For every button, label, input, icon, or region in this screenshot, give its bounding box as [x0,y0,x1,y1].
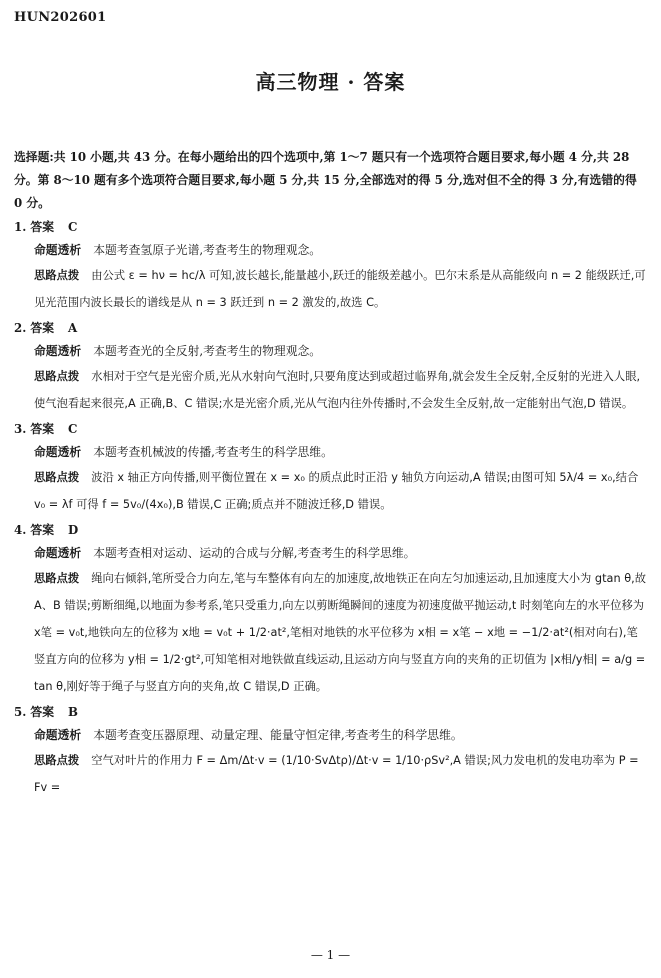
analysis-text: 本题考查相对运动、运动的合成与分解,考查考生的科学思维。 [93,546,416,560]
document-title: 高三物理 · 答案 [255,70,406,94]
analysis-text: 本题考查光的全反射,考查考生的物理观念。 [93,344,322,358]
question-2 [14,317,648,417]
analysis-text: 本题考查变压器原理、动量定理、能量守恒定律,考查考生的科学思维。 [93,728,463,742]
answer-choice: A [68,321,78,335]
hint-text: 由公式 ε = hν = hc/λ 可知,波长越长,能量越小,跃迁的能级差越小。巴尔末系是从高能级向 n = 2 能级跃迁,可见光范围内波长最长的谱线是从 n = 3 跃迁到 n = 2 激发的,故选 C。 [34,269,646,309]
section-instructions: 选择题:共 10 小题,共 43 分。在每小题给出的四个选项中,第 1～7 题只有一个选项符合题目要求,每小题 4 分,共 28 分。第 8～10 题有多个选项符合题目要求,每小题 5 分,共 15 分,全部选对的得 5 分,选对但不全的得 3 分,有选错的得 0 分。 [14,150,637,210]
hint-label: 思路点拨 [34,268,80,282]
analysis-row [14,440,648,464]
analysis-text: 本题考查氢原子光谱,考查考生的物理观念。 [93,243,322,257]
answer-heading: 1. 答案 C [14,220,78,234]
analysis-row [14,238,648,262]
hint-text: 波沿 x 轴正方向传播,则平衡位置在 x = x₀ 的质点此时正沿 y 轴负方向运动,A 错误;由图可知 5λ/4 = x₀,结合 v₀ = λf 可得 f = 5v₀/(4x₀),B 错误,C 正确;质点并不随波迁移,D 错误。 [34,471,639,511]
answer-choice: C [68,422,78,436]
hint-row [14,363,648,417]
hint-text: 水相对于空气是光密介质,光从水射向气泡时,只要角度达到或超过临界角,就会发生全反射,全反射的光进入人眼,使气泡看起来很亮,A 正确,B、C 错误;水是光密介质,光从气泡内往外传播时,不会发生全反射,故一定能射出气泡,D 错误。 [34,370,641,410]
analysis-label: 命题透析 [34,728,82,742]
answer-heading: 5. 答案 B [14,705,79,719]
page-number: — 1 — [310,948,351,962]
hint-row [14,262,648,316]
answer-heading: 3. 答案 C [14,422,78,436]
analysis-text: 本题考查机械波的传播,考查考生的科学思维。 [93,445,333,459]
analysis-row [14,339,648,363]
hint-label: 思路点拨 [34,571,80,585]
question-3 [14,418,648,518]
answer-choice: D [68,523,79,537]
document-code: HUN202601 [14,10,107,25]
hint-row [14,464,648,518]
question-1 [14,216,648,316]
answer-heading: 2. 答案 A [14,321,78,335]
analysis-row [14,723,648,747]
question-5 [14,701,648,801]
analysis-label: 命题透析 [34,546,82,560]
analysis-label: 命题透析 [34,243,82,257]
hint-label: 思路点拨 [34,470,80,484]
answer-heading: 4. 答案 D [14,523,79,537]
analysis-label: 命题透析 [34,344,82,358]
hint-label: 思路点拨 [34,369,80,383]
analysis-label: 命题透析 [34,445,82,459]
question-4 [14,519,648,700]
hint-row [14,565,648,700]
answer-content [14,146,648,801]
hint-label: 思路点拨 [34,753,80,767]
hint-row [14,747,648,801]
hint-text: 绳向右倾斜,笔所受合力向左,笔与车整体有向左的加速度,故地铁正在向左匀加速运动,且加速度大小为 gtan θ,故 A、B 错误;剪断细绳,以地面为参考系,笔只受重力,向左以剪断绳瞬间的速度为初速度做平抛运动,t 时刻笔向左的水平位移为 x笔 = v₀t,地铁向左的位移为 x地 = v₀t + 1/2·at²,笔相对地铁的水平位移为 x相 = x笔 − x地 = −1/2·at²(相对向右),笔竖直方向的位移为 y相 = 1/2·gt²,可知笔相对地铁做直线运动,且运动方向与竖直方向的夹角的正切值为 |x相/y相| = a/g = tan θ,刚好等于绳子与竖直方向的夹角,故 C 错误,D 正确。 [34,572,647,693]
answer-choice: B [68,705,79,719]
answer-choice: C [68,220,78,234]
hint-text: 空气对叶片的作用力 F = Δm/Δt·v = (1/10·SvΔtρ)/Δt·v = 1/10·ρSv²,A 错误;风力发电机的发电功率为 P = Fv = [34,754,639,794]
analysis-row [14,541,648,565]
